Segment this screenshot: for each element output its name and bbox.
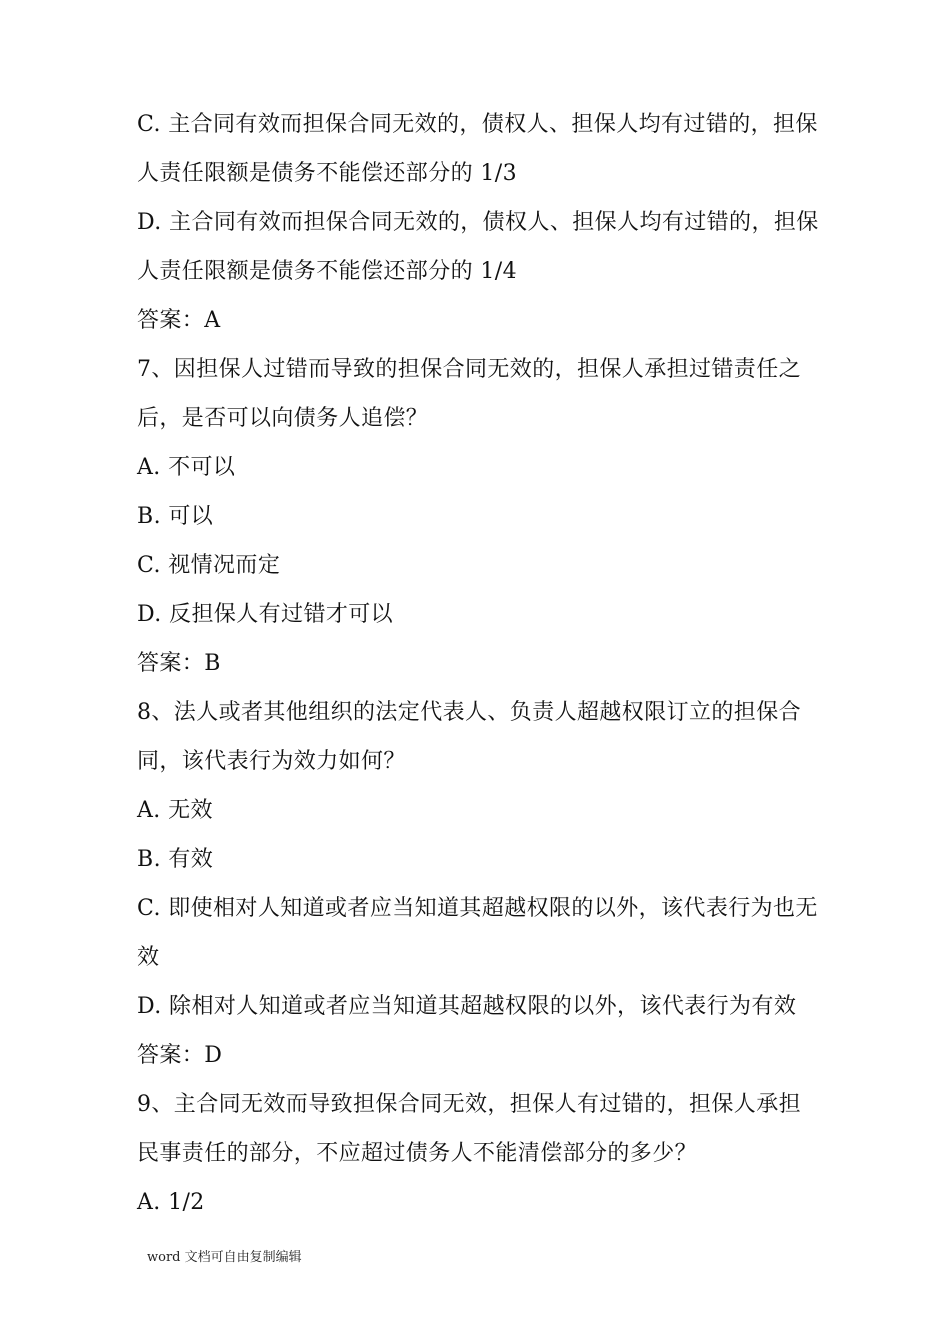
question-line: 9、主合同无效而导致担保合同无效，担保人有过错的，担保人承担 [137, 1092, 801, 1117]
option-line: A. 无效 [137, 798, 213, 823]
text-line: C. 主合同有效而担保合同无效的，债权人、担保人均有过错的，担保 [137, 112, 818, 137]
option-line: D. 反担保人有过错才可以 [137, 602, 394, 627]
question-line: 7、因担保人过错而导致的担保合同无效的，担保人承担过错责任之 [137, 357, 801, 382]
option-line: B. 可以 [137, 504, 214, 529]
option-line: D. 除相对人知道或者应当知道其超越权限的以外，该代表行为有效 [137, 994, 797, 1019]
text-line: 人责任限额是债务不能偿还部分的 1/3 [137, 161, 518, 186]
text-line: 人责任限额是债务不能偿还部分的 1/4 [137, 259, 518, 284]
option-line: 效 [137, 945, 160, 970]
answer-line: 答案：B [137, 651, 221, 676]
page-footer: word 文档可自由复制编辑 [147, 1250, 302, 1265]
answer-line: 答案：A [137, 308, 221, 333]
answer-line: 答案：D [137, 1043, 223, 1068]
question-line: 民事责任的部分，不应超过债务人不能清偿部分的多少？ [137, 1141, 698, 1166]
text-line: D. 主合同有效而担保合同无效的，债权人、担保人均有过错的，担保 [137, 210, 819, 235]
option-line: A. 1/2 [137, 1190, 205, 1215]
option-line: C. 视情况而定 [137, 553, 281, 578]
document-body [137, 100, 827, 1227]
option-line: C. 即使相对人知道或者应当知道其超越权限的以外，该代表行为也无 [137, 896, 818, 921]
question-line: 后，是否可以向债务人追偿？ [137, 406, 429, 431]
question-line: 8、法人或者其他组织的法定代表人、负责人超越权限订立的担保合 [137, 700, 801, 725]
option-line: B. 有效 [137, 847, 214, 872]
question-line: 同，该代表行为效力如何？ [137, 749, 406, 774]
option-line: A. 不可以 [137, 455, 236, 480]
